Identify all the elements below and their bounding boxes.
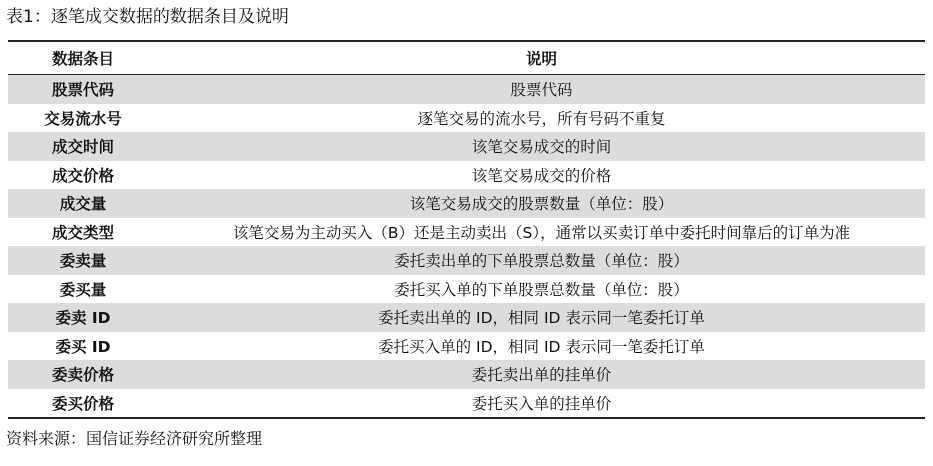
row-item: 成交量 [59, 195, 107, 214]
row-item: 股票代码 [51, 81, 114, 100]
row-item: 委卖 ID [55, 309, 111, 328]
table-row [8, 189, 925, 218]
row-description: 股票代码 [510, 81, 573, 100]
table-row [8, 104, 925, 133]
header-item: 数据条目 [51, 50, 114, 68]
table-row [8, 218, 925, 247]
table-row [8, 303, 925, 332]
table-header-row [8, 42, 925, 75]
table-row [8, 275, 925, 304]
row-description: 该笔交易成交的价格 [471, 166, 612, 185]
row-item: 委买价格 [51, 394, 114, 413]
row-description: 委托买入单的挂单价 [471, 394, 612, 413]
row-item: 委卖量 [59, 252, 107, 271]
table-row [8, 360, 925, 389]
source-note: 资料来源：国信证券经济研究所整理 [6, 429, 263, 448]
table-row [8, 246, 925, 275]
row-description: 委托卖出单的 ID，相同 ID 表示同一笔委托订单 [378, 309, 705, 328]
row-item: 成交类型 [51, 223, 114, 242]
row-item: 委买 ID [55, 337, 111, 356]
row-description: 委托买入单的 ID，相同 ID 表示同一笔委托订单 [378, 337, 705, 356]
table-row [8, 389, 925, 418]
row-item: 交易流水号 [44, 109, 122, 128]
data-table [8, 40, 925, 419]
row-item: 委卖价格 [51, 366, 114, 385]
row-description: 委托卖出单的下单股票总数量（单位：股） [394, 252, 689, 271]
table-row [8, 332, 925, 361]
table-row [8, 161, 925, 190]
row-description: 委托卖出单的挂单价 [471, 366, 612, 385]
row-description: 该笔交易成交的股票数量（单位：股） [409, 195, 674, 214]
table-row [8, 132, 925, 161]
row-description: 该笔交易成交的时间 [471, 138, 612, 157]
row-item: 成交时间 [51, 138, 114, 157]
table-row [8, 75, 925, 104]
header-description: 说明 [525, 50, 557, 68]
row-item: 成交价格 [51, 166, 114, 185]
row-item: 委买量 [59, 280, 107, 299]
row-description: 委托买入单的下单股票总数量（单位：股） [394, 280, 689, 299]
row-description: 该笔交易为主动买入（B）还是主动卖出（S），通常以买卖订单中委托时间靠后的订单为准 [232, 223, 851, 242]
table-caption: 表1：逐笔成交数据的数据条目及说明 [6, 7, 289, 27]
row-description: 逐笔交易的流水号，所有号码不重复 [417, 109, 666, 128]
